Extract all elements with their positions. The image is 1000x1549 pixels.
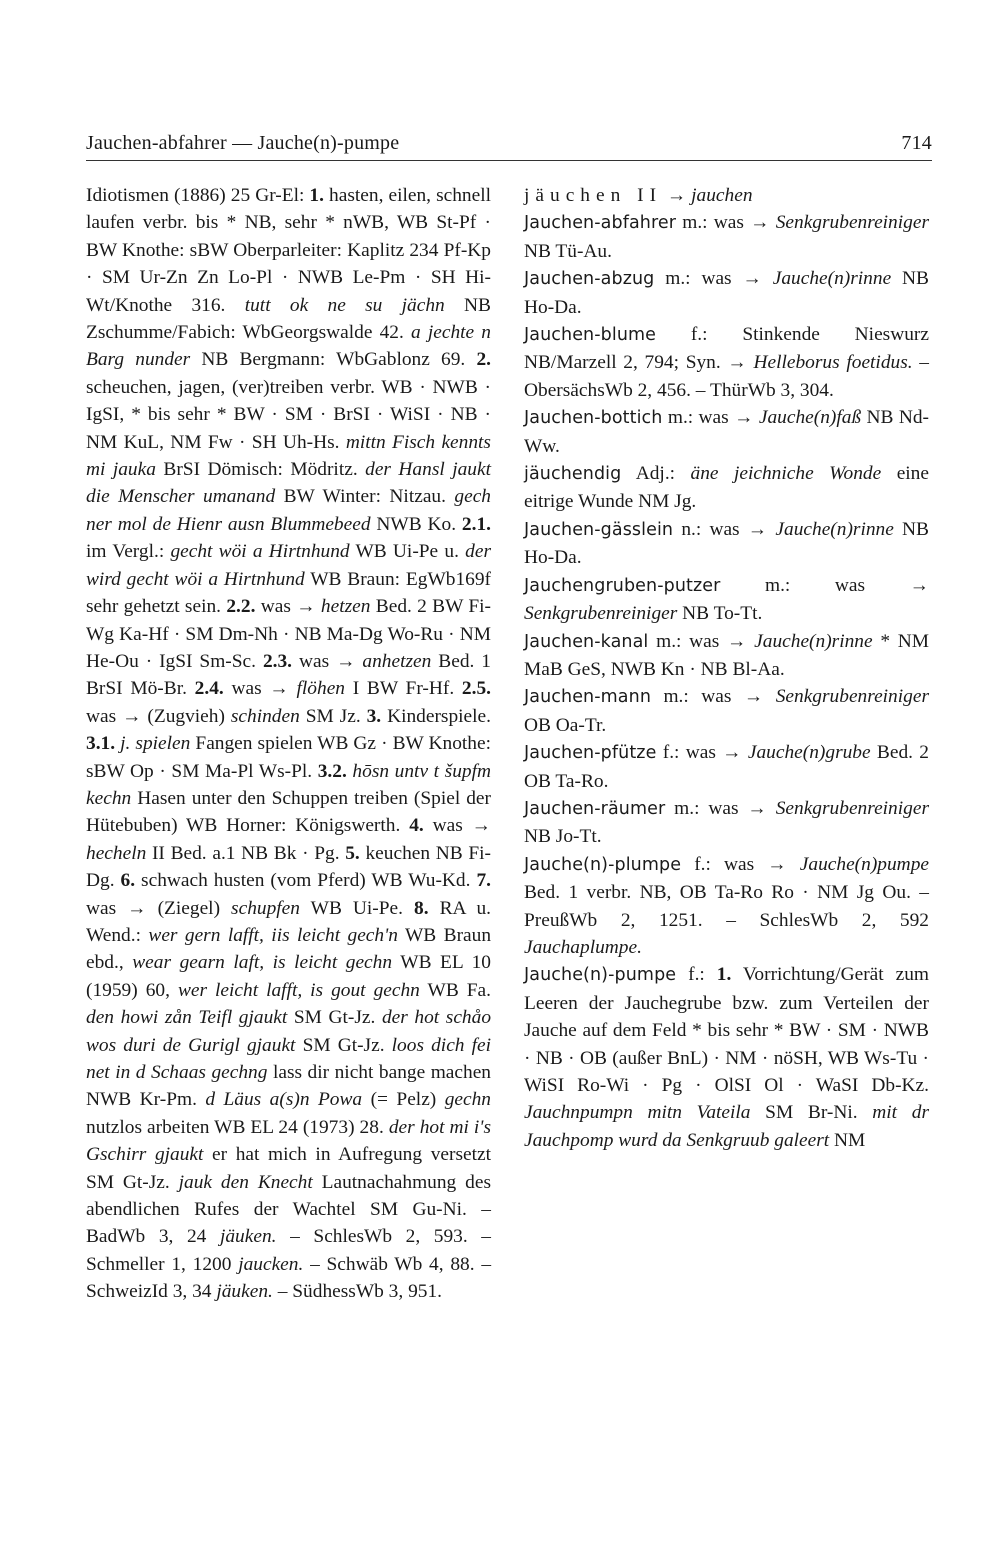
entry-text: NB Ho-Da.	[524, 268, 929, 318]
entry-text: I BW Fr-Hf.	[345, 678, 462, 700]
entry-text: SM Jz.	[299, 705, 367, 727]
entry-text: Vorrichtung/Gerät zum Leeren der Jauchegrube bzw. zum Verteilen der Jauche auf dem Feld * bis sehr * BW · SM · NWB · NB · OB (außer BnL) · NM · nöSH, WB Ws-Tu · WiSI Ro-Wi · Pg · OlSI Ol · WaSI Db-Kz.	[524, 964, 929, 1096]
italic-text: Jauche(n)rinne	[754, 630, 873, 652]
entry-headword: Jauchen-kanal	[524, 631, 649, 652]
running-title: Jauchen-abfahrer — Jauche(n)-pumpe	[86, 132, 400, 154]
entry-text: Bed. 1 verbr. NB, OB Ta-Ro Ro · NM Jg Ou. – PreußWb 2, 1251. – SchlesWb 2, 592	[524, 882, 929, 931]
entry-text: RA u. Wend.:	[86, 897, 492, 946]
entry-text: scheuchen, jagen, (ver)treiben verbr. WB · NWB · IgSI, * bis sehr * BW · SM · BrSI · WiSI · NB · NM KuL, NM Fw · SH Uh-Hs.	[86, 376, 491, 453]
italic-text: Jauchaplumpe.	[524, 936, 642, 958]
italic-text: Jauche(n)grube	[747, 742, 871, 764]
entry-text: m.: was →	[720, 574, 929, 596]
entry-text: Idiotismen (1886) 25 Gr-El:	[86, 185, 310, 206]
italic-text: Jauche(n)rinne	[772, 268, 892, 290]
entry-text: WB Ui-Pe u.	[349, 541, 466, 563]
dictionary-entry	[524, 739, 929, 795]
italic-text: flöhen	[296, 678, 345, 700]
italic-text: loos dich fei net in d Schaas gechng	[86, 1034, 491, 1083]
entry-text: m.: was →	[676, 212, 776, 234]
dictionary-entry	[524, 209, 929, 265]
dictionary-entry	[524, 265, 929, 321]
sense-number: 2.2.	[226, 596, 256, 618]
italic-text: mittn Fisch kennts mi jauka	[86, 431, 491, 481]
entry-text: NM	[829, 1129, 866, 1151]
entry-text: – SüdhessWb 3, 951.	[272, 1281, 443, 1303]
page-number: 714	[901, 132, 932, 154]
dictionary-entry	[524, 683, 929, 739]
italic-text: der hot mi i's Gschirr gjaukt	[86, 1116, 492, 1166]
sense-number: 3.	[366, 705, 382, 727]
entry-headword: Jauchengruben-putzer	[524, 575, 721, 596]
entry-headword: jäuchendig	[524, 464, 622, 485]
sense-number: 1.	[716, 964, 732, 986]
italic-text: wear gearn laft, is leicht gechn	[132, 952, 393, 974]
entry-text: SM Gt-Jz.	[287, 1007, 382, 1029]
entry-headword: jäuchen II	[524, 185, 663, 206]
entry-headword: Jauchen-blume	[524, 325, 657, 346]
dictionary-entry	[524, 516, 929, 572]
entry-text: NB Tü-Au.	[524, 240, 612, 262]
entry-text: f.: was →	[681, 853, 800, 875]
entry-headword: Jauche(n)-pumpe	[524, 965, 677, 986]
entry-text: Bed. 1 BrSI Mö-Br.	[86, 650, 491, 700]
entry-text: NB Nd-Ww.	[524, 407, 929, 457]
italic-text: gecht wöi a Hirtnhund	[170, 541, 350, 563]
sense-number: 3.2.	[317, 760, 347, 782]
entry-headword: Jauchen-gässlein	[524, 519, 674, 540]
entry-text: BrSI Dömisch: Mödritz.	[155, 459, 366, 481]
sense-number: 2.5.	[461, 678, 492, 700]
italic-text: den howi zån Teifl gjaukt	[86, 1007, 288, 1029]
entry-text: m.: was →	[648, 630, 755, 652]
entry-text: was →	[423, 815, 491, 837]
entry-text: Adj.:	[621, 463, 691, 485]
italic-text: Jauche(n)faß	[758, 407, 862, 429]
italic-text: der Hansl jaukt die Menscher umanand	[86, 459, 491, 508]
entry-headword: Jauchen-abzug	[524, 269, 655, 290]
entry-headword: Jauchen-räumer	[524, 798, 666, 819]
dictionary-entry	[524, 961, 929, 1154]
entry-text: WB Braun ebd.,	[86, 924, 492, 974]
left-column	[86, 182, 491, 1306]
entry-text: (= Pelz)	[362, 1089, 445, 1111]
entry-text: NB Jo-Tt.	[524, 826, 602, 848]
italic-text: der hot schåo wos duri de Gurigl gjaukt	[86, 1007, 492, 1056]
sense-number: 2.3.	[262, 650, 293, 672]
italic-text: mit dr Jauchpomp wurd da Senkgruub galeert	[524, 1102, 929, 1151]
entry-text: m.: was →	[654, 268, 773, 290]
entry-text: NB Zschumme/Fabich: WbGeorgswalde 42.	[86, 294, 491, 344]
entry-text: Lautnachahmung des abendlichen Rufes der Wachtel SM Gu-Ni. – BadWb 3, 24	[86, 1171, 491, 1248]
entry-text: – ObersächsWb 2, 456. – ThürWb 3, 304.	[524, 352, 929, 401]
entry-text: f.: was →	[656, 742, 748, 764]
sense-number: 2.1.	[461, 513, 491, 535]
italic-text: gechn	[444, 1089, 492, 1111]
entry-text: WB Braun: EgWb169f sehr gehetzt sein.	[86, 568, 491, 618]
entry-text: II Bed. a.1 NB Bk · Pg.	[146, 842, 346, 864]
italic-text: wer gern lafft, iis leicht gech'n	[148, 924, 398, 946]
italic-text: jaucken.	[238, 1253, 304, 1275]
entry-text: Fangen spielen WB Gz · BW Knothe: sBW Op · SM Ma-Pl Ws-Pl.	[86, 733, 491, 782]
right-column	[524, 182, 929, 1154]
entry-text: m.: was →	[665, 797, 776, 819]
entry-headword: Jauche(n)-plumpe	[524, 854, 682, 875]
entry-text: hasten, eilen, schnell laufen verbr. bis * NB, sehr * nWB, WB St-Pf · BW Knothe: sBW Oberparleiter: Kaplitz 234 Pf-Kp · SM Ur-Zn Zn Lo-Pl · NWB Le-Pm · SH Hi-Wt/Knothe 316.	[86, 185, 491, 316]
entry-text: OB Oa-Tr.	[524, 714, 607, 736]
entry-text: BW Winter: Nitzau.	[275, 486, 455, 508]
italic-text: gech ner mol de Hienr ausn Blummebeed	[86, 486, 491, 535]
entry-text: eine eitrige Wunde NM Jg.	[524, 463, 929, 513]
entry-text: →	[662, 185, 692, 206]
dictionary-entry	[524, 851, 929, 962]
entry-text: f.:	[676, 964, 717, 986]
entry-text: SM Br-Ni.	[750, 1102, 873, 1124]
italic-text: Jauche(n)pumpe	[799, 853, 929, 875]
entry-continuation	[86, 182, 491, 1306]
entry-text: im Vergl.:	[86, 541, 171, 563]
entry-text: Hasen unter den Schuppen treiben (Spiel der Hütebuben) WB Horner: Königswerth.	[86, 787, 491, 837]
italic-text: hōsn untv t šupfm kechn	[86, 760, 491, 809]
italic-text: hecheln	[86, 842, 147, 864]
entry-text: keuchen NB Fi-Dg.	[86, 842, 491, 892]
entry-text: WB EL 10 (1959) 60,	[86, 952, 491, 1001]
sense-number: 3.1.	[86, 733, 116, 755]
sense-number: 6.	[120, 870, 136, 892]
italic-text: Helleborus foetidus.	[753, 352, 913, 374]
sense-number: 7.	[476, 870, 491, 892]
italic-text: Senkgrubenreiniger	[775, 686, 929, 708]
italic-text: äne jeichniche Wonde	[690, 463, 882, 485]
italic-text: jäuken.	[219, 1226, 277, 1248]
entry-text: NB Ho-Da.	[524, 518, 929, 569]
dictionary-entry	[524, 628, 929, 684]
sense-number: 5.	[345, 842, 360, 864]
italic-text: jauk den Knecht	[178, 1171, 313, 1193]
italic-text: schupfen	[231, 897, 300, 919]
entry-text: er hat mich in Aufregung versetzt SM Gt-Jz.	[86, 1144, 491, 1193]
italic-text: Senkgrubenreiniger	[775, 797, 929, 819]
entry-text: Kinderspiele.	[381, 705, 491, 727]
entry-text: – Schwäb Wb 4, 88. – SchweizId 3, 34	[86, 1253, 492, 1303]
sense-number: 1.	[309, 185, 324, 206]
entry-headword: Jauchen-abfahrer	[524, 213, 677, 234]
entry-text: n.: was →	[673, 518, 776, 540]
dictionary-entry	[524, 182, 929, 209]
italic-text: schinden	[230, 705, 300, 727]
sense-number: 4.	[409, 815, 424, 837]
italic-text: tutt ok ne su jächn	[244, 294, 445, 316]
entry-text: nutzlos arbeiten WB EL 24 (1973) 28.	[86, 1116, 389, 1138]
dictionary-entry	[524, 321, 929, 404]
italic-text: hetzen	[320, 596, 371, 618]
entry-text: lass dir nicht bange machen NWB Kr-Pm.	[86, 1062, 491, 1111]
entry-headword: Jauchen-bottich	[524, 408, 663, 429]
italic-text: der wird gecht wöi a Hirtnhund	[86, 541, 492, 590]
entry-text: m.: was →	[651, 686, 776, 708]
dictionary-entry	[524, 795, 929, 851]
italic-text: a jechte n Barg nunder	[86, 322, 491, 371]
entry-text: f.: Stinkende Nieswurz NB/Marzell 2, 794; Syn. →	[524, 324, 929, 374]
page-header	[86, 132, 932, 155]
italic-text: Jauchnpumpn mitn Vateila	[524, 1102, 751, 1124]
entry-text: was → (Zugvieh)	[86, 705, 231, 727]
italic-text: d Läus a(s)n Powa	[205, 1089, 363, 1111]
entry-text: WB Ui-Pe.	[299, 897, 415, 919]
entry-text: Bed. 2 OB Ta-Ro.	[524, 742, 929, 792]
italic-text: anhetzen	[362, 650, 432, 672]
sense-number: 2.4.	[194, 678, 224, 700]
entry-text: – SchlesWb 2, 593. – Schmeller 1, 1200	[86, 1226, 491, 1275]
italic-text: jäuken.	[216, 1281, 273, 1303]
sense-number: 2.	[476, 349, 491, 371]
entry-text: NB To-Tt.	[677, 603, 763, 625]
entry-text: SM Gt-Jz.	[295, 1034, 392, 1056]
entry-text: NB Bergmann: WbGablonz 69.	[190, 349, 477, 371]
entry-text: was → (Ziegel)	[86, 897, 232, 919]
entry-text: was →	[255, 596, 321, 618]
entry-headword: Jauchen-mann	[524, 687, 652, 708]
italic-text: jauchen	[691, 185, 753, 206]
entry-text: WB Fa.	[419, 979, 491, 1001]
dictionary-entry	[524, 404, 929, 460]
italic-text: Senkgrubenreiniger	[775, 212, 929, 234]
entry-text: Bed. 2 BW Fi-Wg Ka-Hf · SM Dm-Nh · NB Ma-Dg Wo-Ru · NM He-Ou · IgSI Sm-Sc.	[86, 596, 492, 672]
italic-text: Jauche(n)rinne	[775, 518, 894, 540]
entry-text: NWB Ko.	[370, 513, 462, 535]
entry-text: was →	[223, 678, 297, 700]
sense-number: 8.	[414, 897, 429, 919]
dictionary-entry	[524, 460, 929, 516]
dictionary-entry	[524, 572, 929, 628]
entry-text: m.: was →	[662, 407, 759, 429]
entry-headword: Jauchen-pfütze	[524, 743, 657, 764]
italic-text: Senkgrubenreiniger	[524, 603, 678, 625]
entry-text: * NM MaB GeS, NWB Kn · NB Bl-Aa.	[524, 630, 929, 680]
italic-text: j. spielen	[120, 733, 191, 755]
entry-text: schwach husten (vom Pferd) WB Wu-Kd.	[135, 870, 477, 892]
header-rule	[86, 160, 932, 161]
entry-text: was →	[292, 650, 363, 672]
italic-text: wer leicht lafft, is gout gechn	[177, 979, 420, 1001]
